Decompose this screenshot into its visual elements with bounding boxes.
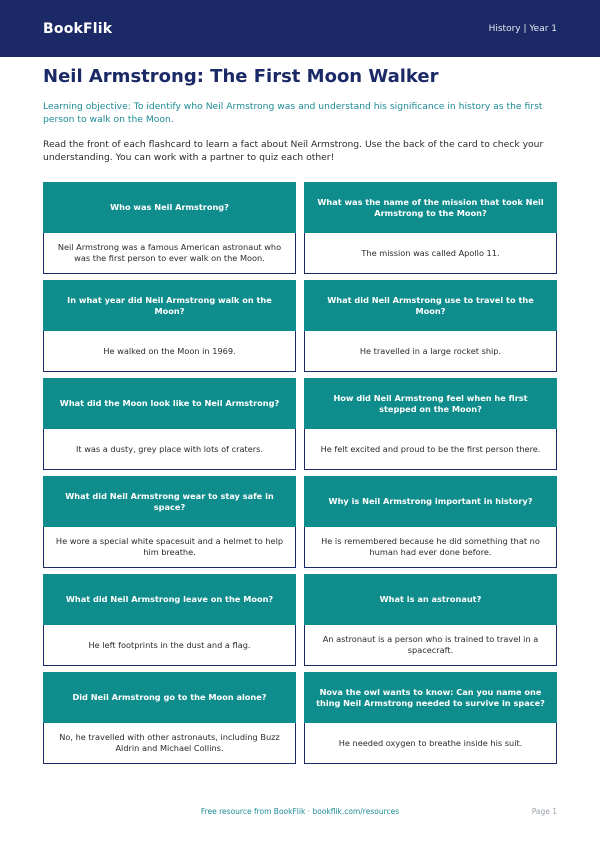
flashcard-front: In what year did Neil Armstrong walk on the Moon? — [43, 280, 296, 331]
flashcard-front: Who was Neil Armstrong? — [43, 182, 296, 233]
flashcard — [304, 280, 557, 372]
flashcard — [304, 672, 557, 764]
flashcard — [43, 182, 296, 274]
flashcard-front: What was the name of the mission that took Neil Armstrong to the Moon? — [304, 182, 557, 233]
flashcard — [304, 476, 557, 568]
flashcard — [304, 574, 557, 666]
flashcard-back: The mission was called Apollo 11. — [304, 233, 557, 274]
instructions: Read the front of each flashcard to learn a fact about Neil Armstrong. Use the back of the card to check your understanding. You can work with a partner to quiz each other! — [43, 139, 544, 163]
flashcard — [43, 378, 296, 470]
breadcrumb: History | Year 1 — [488, 23, 557, 34]
learning-objective: Learning objective: To identify who Neil Armstrong was and understand his significance in history as the first person to walk on the Moon. — [43, 101, 543, 125]
flashcard-front: What did the Moon look like to Neil Armstrong? — [43, 378, 296, 429]
flashcard-front: Why is Neil Armstrong important in history? — [304, 476, 557, 527]
flashcard-back: An astronaut is a person who is trained to travel in a spacecraft. — [304, 625, 557, 666]
flashcard — [304, 182, 557, 274]
flashcard-back: It was a dusty, grey place with lots of craters. — [43, 429, 296, 470]
footer-link[interactable]: Free resource from BookFlik · bookflik.com/resources — [200, 807, 400, 816]
flashcard-back: He left footprints in the dust and a flag. — [43, 625, 296, 666]
flashcard-back: He walked on the Moon in 1969. — [43, 331, 296, 372]
page-number: Page 1 — [531, 807, 557, 816]
brand-logo[interactable]: BookFlik — [43, 20, 113, 37]
page-header — [0, 0, 600, 57]
flashcard-front: Did Neil Armstrong go to the Moon alone? — [43, 672, 296, 723]
flashcard-front: How did Neil Armstrong feel when he first stepped on the Moon? — [304, 378, 557, 429]
flashcard-front: What did Neil Armstrong leave on the Moon? — [43, 574, 296, 625]
flashcard-back: He wore a special white spacesuit and a helmet to help him breathe. — [43, 527, 296, 568]
flashcard — [43, 672, 296, 764]
flashcard-front: What is an astronaut? — [304, 574, 557, 625]
flashcard — [43, 574, 296, 666]
flashcard-front: Nova the owl wants to know: Can you name one thing Neil Armstrong needed to survive in space? — [304, 672, 557, 723]
flashcard-grid — [43, 182, 557, 764]
flashcard-back: He is remembered because he did something that no human had ever done before. — [304, 527, 557, 568]
flashcard-front: What did Neil Armstrong use to travel to the Moon? — [304, 280, 557, 331]
flashcard-back: He travelled in a large rocket ship. — [304, 331, 557, 372]
flashcard-back: He felt excited and proud to be the first person there. — [304, 429, 557, 470]
flashcard-back: He needed oxygen to breathe inside his suit. — [304, 723, 557, 764]
flashcard-front: What did Neil Armstrong wear to stay safe in space? — [43, 476, 296, 527]
flashcard — [43, 280, 296, 372]
page-title: Neil Armstrong: The First Moon Walker — [43, 66, 439, 87]
flashcard-back: No, he travelled with other astronauts, including Buzz Aldrin and Michael Collins. — [43, 723, 296, 764]
flashcard — [43, 476, 296, 568]
flashcard-back: Neil Armstrong was a famous American astronaut who was the first person to ever walk on the Moon. — [43, 233, 296, 274]
flashcard — [304, 378, 557, 470]
